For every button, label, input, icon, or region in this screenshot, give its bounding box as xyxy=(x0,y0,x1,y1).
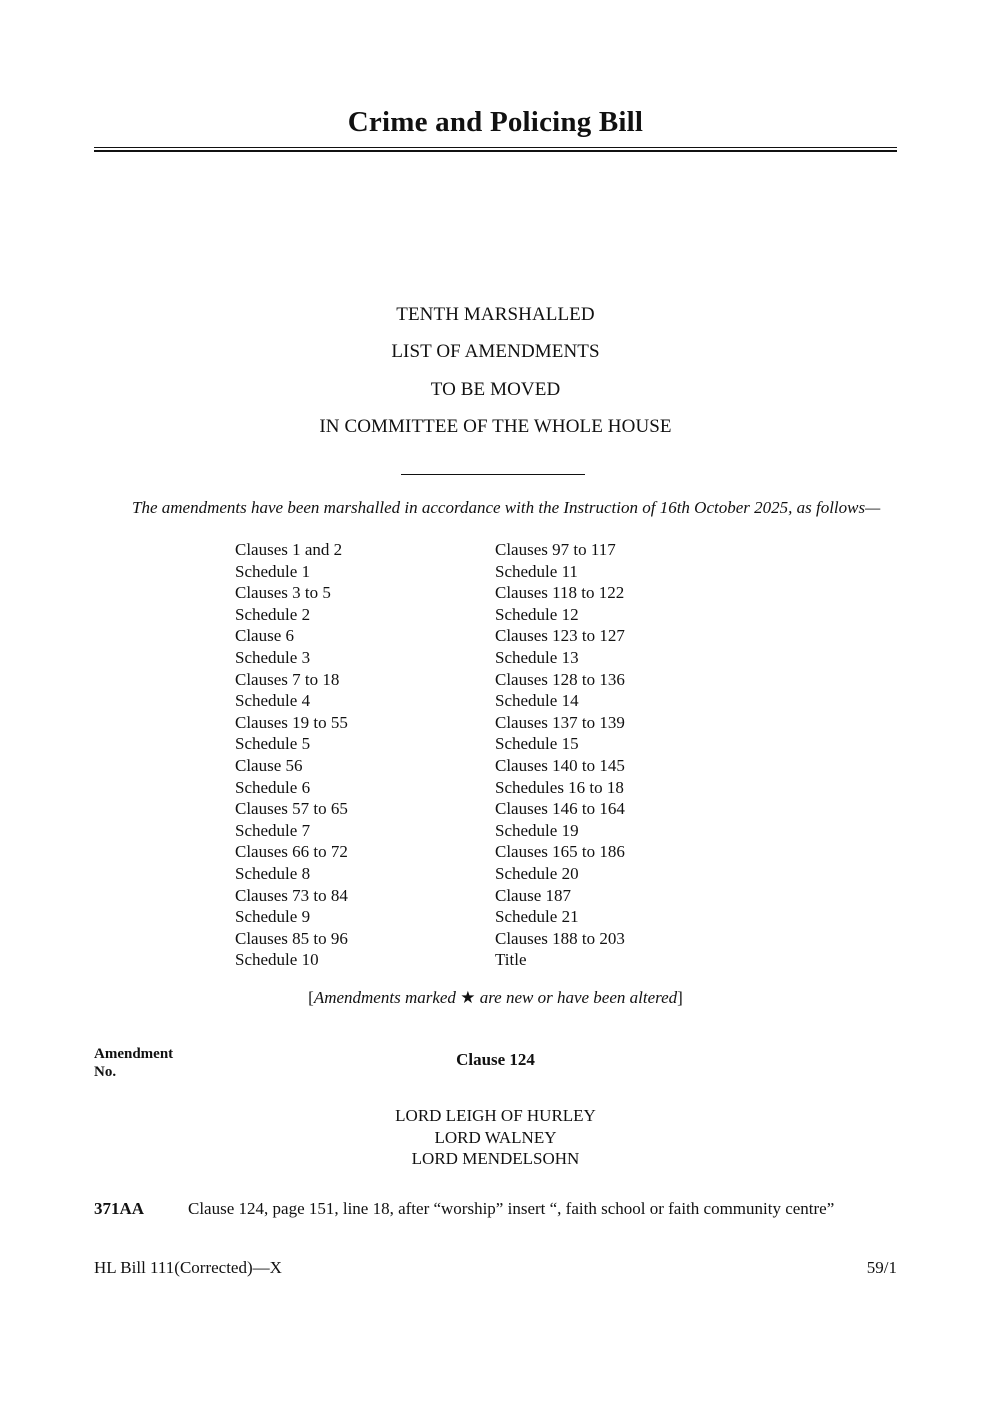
footer-page-reference: 59/1 xyxy=(866,1258,897,1277)
marshalling-item: Clauses 165 to 186 xyxy=(495,842,625,862)
clause-heading: Clause 124 xyxy=(456,1050,535,1069)
marshalling-item: Clauses 85 to 96 xyxy=(235,928,348,948)
note-text-before: Amendments marked xyxy=(313,988,461,1007)
marshalling-item: Clauses 137 to 139 xyxy=(495,712,625,732)
marshalling-item: Clauses 19 to 55 xyxy=(235,712,348,732)
note-close-bracket: ] xyxy=(677,988,683,1007)
marshalling-item: Schedules 16 to 18 xyxy=(495,777,624,797)
marshalling-item: Clauses 188 to 203 xyxy=(495,928,625,948)
marshalling-item: Schedule 5 xyxy=(235,734,311,754)
amendment-label-line2: No. xyxy=(94,1064,117,1080)
marshalling-item: Schedule 10 xyxy=(235,950,319,970)
amendments-note xyxy=(94,988,897,1008)
marshalling-item: Schedule 7 xyxy=(235,820,311,840)
marshalling-item: Title xyxy=(495,950,527,970)
marshalling-item: Clause 187 xyxy=(495,885,572,905)
marshalling-item: Clauses 123 to 127 xyxy=(495,626,625,646)
note-text-after: are new or have been altered xyxy=(475,988,678,1007)
marshalling-item: Clauses 146 to 164 xyxy=(495,799,625,819)
intro-text: The amendments have been marshalled in accordance with the Instruction of 16th October 2025, as follows— xyxy=(132,498,881,517)
section-divider xyxy=(401,474,585,475)
marshalling-item: Schedule 4 xyxy=(235,691,311,711)
marshalling-item: Schedule 12 xyxy=(495,604,579,624)
heading-line-4: IN COMMITTEE OF THE WHOLE HOUSE xyxy=(319,416,672,437)
heading-line-1: TENTH MARSHALLED xyxy=(396,304,595,325)
marshalling-item: Schedule 8 xyxy=(235,863,311,883)
marshalling-item: Schedule 11 xyxy=(495,561,578,581)
marshalling-item: Clauses 128 to 136 xyxy=(495,669,625,689)
intro-paragraph xyxy=(94,497,897,519)
amendment-label-line1: Amendment xyxy=(94,1046,174,1062)
heading-line-3: TO BE MOVED xyxy=(430,379,561,400)
amendment-text: Clause 124, page 151, line 18, after “worship” insert “, faith school or faith community centre” xyxy=(188,1199,835,1218)
marshalling-item: Clauses 118 to 122 xyxy=(495,583,625,603)
marshalling-list-left xyxy=(235,539,348,971)
marshalling-item: Schedule 21 xyxy=(495,907,579,927)
marshalling-item: Schedule 14 xyxy=(495,691,579,711)
star-icon: ★ xyxy=(460,988,476,1007)
title-rule-thick xyxy=(94,150,897,152)
marshalling-item: Clauses 57 to 65 xyxy=(235,799,348,819)
marshalling-item: Clauses 140 to 145 xyxy=(495,755,625,775)
amendment-number: 371AA xyxy=(94,1199,145,1218)
marshalling-item: Schedule 2 xyxy=(235,604,311,624)
marshalling-item: Clause 56 xyxy=(235,755,303,775)
marshalling-item: Schedule 13 xyxy=(495,647,579,667)
footer-bill-reference: HL Bill 111(Corrected)—X xyxy=(94,1258,282,1277)
marshalling-item: Schedule 15 xyxy=(495,734,579,754)
note-open-bracket: [ xyxy=(308,988,314,1007)
marshalling-item: Clauses 7 to 18 xyxy=(235,669,340,689)
marshalling-item: Clauses 97 to 117 xyxy=(495,540,616,559)
mover-name: LORD LEIGH OF HURLEY xyxy=(395,1106,596,1125)
marshalling-item: Schedule 9 xyxy=(235,907,311,927)
marshalling-item: Clauses 66 to 72 xyxy=(235,842,348,862)
marshalling-item: Clause 6 xyxy=(235,626,295,646)
marshalling-item: Clauses 1 and 2 xyxy=(235,540,343,559)
marshalling-list-right xyxy=(495,539,625,971)
marshalling-item: Schedule 20 xyxy=(495,863,579,883)
amendment-movers xyxy=(94,1105,897,1170)
title-rule-thin xyxy=(94,147,897,148)
mover-name: LORD MENDELSOHN xyxy=(411,1149,580,1169)
marshalling-item: Clauses 73 to 84 xyxy=(235,885,348,905)
marshalling-item: Schedule 3 xyxy=(235,647,311,667)
mover-name: LORD WALNEY xyxy=(434,1127,557,1147)
marshalling-item: Schedule 6 xyxy=(235,777,311,797)
marshalling-item: Schedule 1 xyxy=(235,561,311,581)
heading-line-2: LIST OF AMENDMENTS xyxy=(391,341,600,362)
marshalling-item: Clauses 3 to 5 xyxy=(235,583,331,603)
document-title: Crime and Policing Bill xyxy=(347,106,644,138)
marshalling-item: Schedule 19 xyxy=(495,820,579,840)
